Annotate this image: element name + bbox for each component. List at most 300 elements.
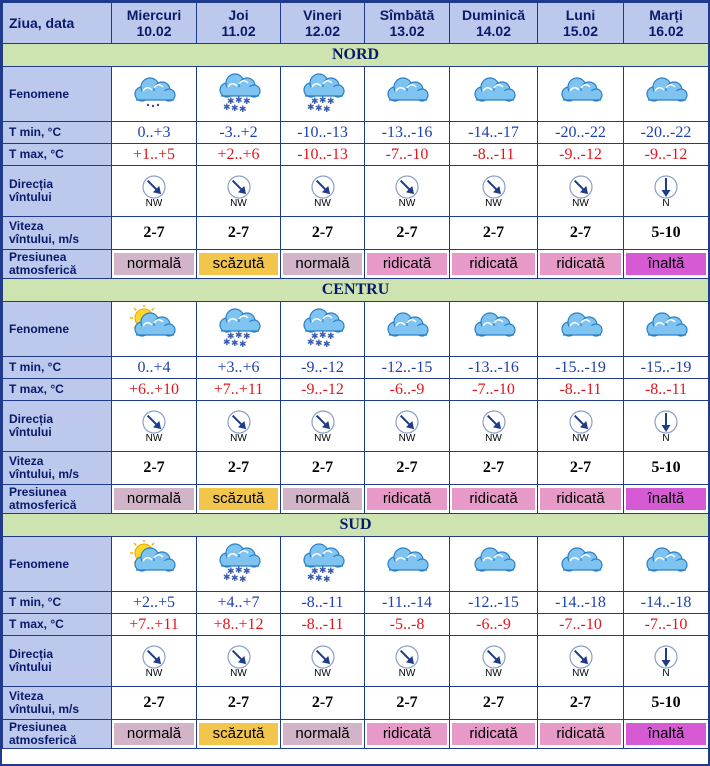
- wind-speed-value: 2-7: [281, 452, 365, 485]
- svg-text:✱: ✱: [226, 97, 235, 107]
- svg-text:✱: ✱: [306, 573, 315, 583]
- wind-speed-value: 2-7: [197, 687, 281, 720]
- region-title: CENTRU: [3, 279, 709, 302]
- row-label-tmin: T min, °C: [3, 122, 112, 144]
- label-line: atmosferică: [9, 498, 77, 512]
- pressure-badge: scăzută: [199, 488, 278, 510]
- wind-speed-row: [3, 217, 709, 250]
- cloud-icon: [624, 67, 709, 122]
- row-label-fenomene: Fenomene: [3, 302, 112, 357]
- day-name: Luni: [565, 7, 596, 23]
- svg-text:✱: ✱: [310, 567, 319, 577]
- fenomene-row: [3, 67, 709, 122]
- row-label-wind-dir: [3, 166, 112, 217]
- row-label-fenomene: Fenomene: [3, 537, 112, 592]
- pressure-badge: normală: [114, 723, 194, 745]
- tmax-value: +8..+12: [197, 614, 281, 636]
- wind-speed-value: 2-7: [112, 452, 197, 485]
- wind-speed-value: 2-7: [450, 687, 538, 720]
- row-label-wind-dir: [3, 636, 112, 687]
- day-date: 15.02: [562, 23, 599, 39]
- wind-speed-value: 2-7: [538, 217, 624, 250]
- wind-direction: [450, 636, 538, 687]
- region-row: [3, 514, 709, 537]
- wind-direction: [197, 166, 281, 217]
- wind-speed-value: 2-7: [197, 452, 281, 485]
- pressure-badge: normală: [283, 723, 362, 745]
- wind-direction: [281, 636, 365, 687]
- compass-arrow-icon: [310, 174, 336, 200]
- row-label-tmax: T max, °C: [3, 144, 112, 166]
- tmax-value: -6..-9: [450, 614, 538, 636]
- pressure-badge: înaltă: [626, 253, 706, 275]
- sun-cloud-icon: [112, 537, 197, 592]
- day-name: Miercuri: [126, 7, 182, 23]
- tmax-value: -9..-12: [624, 144, 709, 166]
- svg-text:✱: ✱: [230, 339, 239, 349]
- pressure-cell: [450, 250, 538, 279]
- compass-arrow-icon: [394, 174, 420, 200]
- wind-speed-value: 2-7: [538, 687, 624, 720]
- cloud-icon: [365, 537, 450, 592]
- compass-arrow-icon: [310, 409, 336, 435]
- day-header: [624, 3, 709, 44]
- tmax-value: -5..-8: [365, 614, 450, 636]
- svg-text:✱: ✱: [226, 567, 235, 577]
- svg-text:✱: ✱: [306, 103, 315, 113]
- compass-arrow-icon: [481, 174, 507, 200]
- svg-text:✱: ✱: [222, 103, 231, 113]
- label-line: Direcția: [9, 647, 54, 661]
- tmax-value: -7..-10: [450, 379, 538, 401]
- region-title: NORD: [3, 44, 709, 67]
- wind-direction-label: NW: [485, 432, 502, 444]
- pressure-cell: [197, 485, 281, 514]
- svg-text:✱: ✱: [318, 331, 327, 341]
- tmin-value: 0..+3: [112, 122, 197, 144]
- tmax-value: -8..-11: [450, 144, 538, 166]
- tmax-value: +7..+11: [112, 614, 197, 636]
- header-label: Ziua, data: [3, 3, 112, 44]
- compass-arrow-icon: [568, 409, 594, 435]
- svg-text:✱: ✱: [230, 574, 239, 584]
- wind-direction: [197, 401, 281, 452]
- tmin-value: -14..-18: [538, 592, 624, 614]
- wind-speed-row: [3, 452, 709, 485]
- tmax-row: [3, 379, 709, 401]
- tmax-row: [3, 614, 709, 636]
- wind-speed-value: 2-7: [365, 452, 450, 485]
- cloud-snow-icon: [281, 67, 365, 122]
- svg-text:✱: ✱: [306, 338, 315, 348]
- wind-direction-label: NW: [572, 667, 589, 679]
- wind-speed-value: 2-7: [281, 687, 365, 720]
- wind-direction-label: NW: [145, 432, 163, 444]
- pressure-badge: ridicată: [452, 723, 535, 745]
- label-line: Viteza: [9, 454, 44, 468]
- svg-text:✱: ✱: [234, 96, 243, 106]
- wind-direction: [365, 166, 450, 217]
- pressure-cell: [281, 485, 365, 514]
- pressure-cell: [281, 720, 365, 749]
- row-label-fenomene: Fenomene: [3, 67, 112, 122]
- pressure-cell: [365, 250, 450, 279]
- wind-speed-value: 2-7: [450, 217, 538, 250]
- cloud-snow-icon: [197, 302, 281, 357]
- row-label-tmin: T min, °C: [3, 592, 112, 614]
- fenomene-row: [3, 537, 709, 592]
- day-date: 10.02: [136, 23, 172, 39]
- day-date: 12.02: [304, 23, 341, 39]
- pressure-badge: ridicată: [540, 253, 621, 275]
- tmax-value: -8..-11: [624, 379, 709, 401]
- pressure-cell: [365, 485, 450, 514]
- row-label-wind-speed: [3, 687, 112, 720]
- wind-direction: [112, 636, 197, 687]
- tmax-value: -7..-10: [365, 144, 450, 166]
- wind-speed-value: 2-7: [281, 217, 365, 250]
- label-line: Presiunea: [9, 485, 67, 499]
- pressure-cell: [281, 250, 365, 279]
- svg-text:✱: ✱: [226, 332, 235, 342]
- wind-dir-row: [3, 401, 709, 452]
- label-line: atmosferică: [9, 733, 77, 747]
- pressure-badge: ridicată: [367, 488, 447, 510]
- tmin-value: -8..-11: [281, 592, 365, 614]
- region-row: [3, 44, 709, 67]
- cloud-icon: [450, 302, 538, 357]
- wind-direction-label: NW: [230, 432, 247, 444]
- compass-arrow-icon: [310, 644, 336, 670]
- wind-direction-label: NW: [314, 667, 331, 679]
- cloud-icon: [365, 67, 450, 122]
- pressure-cell: [197, 250, 281, 279]
- cloud-icon: [624, 302, 709, 357]
- tmax-value: -6..-9: [365, 379, 450, 401]
- pressure-cell: [624, 250, 709, 279]
- pressure-badge: ridicată: [367, 723, 447, 745]
- svg-text:✱: ✱: [242, 567, 251, 577]
- compass-arrow-icon: [653, 644, 679, 670]
- day-name: Duminică: [461, 7, 525, 23]
- pressure-badge: înaltă: [626, 488, 706, 510]
- pressure-badge: înaltă: [626, 723, 706, 745]
- cloud-icon: [624, 537, 709, 592]
- svg-text:✱: ✱: [314, 104, 323, 114]
- tmax-value: -8..-11: [538, 379, 624, 401]
- tmax-value: +2..+6: [197, 144, 281, 166]
- cloud-snow-icon: [281, 537, 365, 592]
- svg-text:✱: ✱: [326, 332, 335, 342]
- compass-arrow-icon: [481, 644, 507, 670]
- compass-arrow-icon: [141, 174, 167, 200]
- pressure-badge: normală: [283, 488, 362, 510]
- day-header: [197, 3, 281, 44]
- compass-arrow-icon: [481, 409, 507, 435]
- wind-direction-label: NW: [145, 197, 163, 209]
- tmax-value: +1..+5: [112, 144, 197, 166]
- row-label-pressure: [3, 485, 112, 514]
- tmin-value: -3..+2: [197, 122, 281, 144]
- tmin-value: -14..-17: [450, 122, 538, 144]
- wind-direction: [197, 636, 281, 687]
- tmax-value: -8..-11: [281, 614, 365, 636]
- pressure-cell: [538, 250, 624, 279]
- tmin-value: -14..-18: [624, 592, 709, 614]
- wind-direction-label: NW: [398, 667, 416, 679]
- svg-text:✱: ✱: [222, 338, 231, 348]
- label-line: vîntului, m/s: [9, 232, 80, 246]
- header-row: [3, 3, 709, 44]
- wind-direction: [281, 166, 365, 217]
- region-row: [3, 279, 709, 302]
- svg-text:✱: ✱: [322, 105, 331, 115]
- tmax-value: +6..+10: [112, 379, 197, 401]
- wind-direction: [450, 401, 538, 452]
- row-label-tmax: T max, °C: [3, 614, 112, 636]
- wind-direction: [624, 166, 709, 217]
- pressure-badge: ridicată: [452, 253, 535, 275]
- label-line: Direcția: [9, 412, 54, 426]
- wind-speed-value: 2-7: [112, 217, 197, 250]
- wind-direction-label: NW: [572, 197, 589, 209]
- pressure-badge: normală: [114, 253, 194, 275]
- day-header: [281, 3, 365, 44]
- svg-text:✱: ✱: [238, 340, 247, 350]
- wind-dir-row: [3, 166, 709, 217]
- svg-text:✱: ✱: [318, 96, 327, 106]
- svg-text:✱: ✱: [318, 566, 327, 576]
- pressure-badge: ridicată: [540, 488, 621, 510]
- wind-direction: [112, 166, 197, 217]
- label-line: Presiunea: [9, 720, 67, 734]
- wind-direction-label: N: [662, 667, 670, 679]
- tmin-value: -15..-19: [538, 357, 624, 379]
- compass-arrow-icon: [394, 409, 420, 435]
- compass-arrow-icon: [653, 174, 679, 200]
- row-label-pressure: [3, 250, 112, 279]
- wind-direction: [365, 401, 450, 452]
- pressure-cell: [365, 720, 450, 749]
- compass-arrow-icon: [141, 409, 167, 435]
- tmax-value: -7..-10: [538, 614, 624, 636]
- pressure-cell: [112, 250, 197, 279]
- wind-direction-label: NW: [314, 197, 331, 209]
- day-name: Joi: [228, 7, 249, 23]
- label-line: Direcția: [9, 177, 54, 191]
- wind-speed-value: 2-7: [538, 452, 624, 485]
- cloud-snow-icon: [197, 537, 281, 592]
- tmin-value: -10..-13: [281, 122, 365, 144]
- tmin-value: +4..+7: [197, 592, 281, 614]
- pressure-badge: normală: [283, 253, 362, 275]
- wind-direction-label: NW: [398, 197, 416, 209]
- wind-direction-label: NW: [314, 432, 331, 444]
- svg-text:✱: ✱: [234, 331, 243, 341]
- wind-direction: [365, 636, 450, 687]
- wind-speed-value: 2-7: [112, 687, 197, 720]
- compass-arrow-icon: [226, 174, 252, 200]
- wind-direction-label: NW: [485, 667, 502, 679]
- wind-direction: [538, 166, 624, 217]
- row-label-wind-speed: [3, 217, 112, 250]
- day-date: 13.02: [389, 23, 425, 39]
- svg-text:✱: ✱: [322, 340, 331, 350]
- row-label-tmax: T max, °C: [3, 379, 112, 401]
- wind-speed-value: 5-10: [624, 217, 709, 250]
- cloud-icon: [538, 302, 624, 357]
- day-name: Vineri: [303, 7, 342, 23]
- tmin-value: -13..-16: [365, 122, 450, 144]
- tmax-value: -9..-12: [538, 144, 624, 166]
- compass-arrow-icon: [653, 409, 679, 435]
- day-header: [538, 3, 624, 44]
- wind-direction-label: NW: [230, 197, 247, 209]
- cloud-light-snow-icon: [112, 67, 197, 122]
- tmin-value: -20..-22: [624, 122, 709, 144]
- pressure-row: [3, 250, 709, 279]
- label-line: vîntului: [9, 425, 52, 439]
- wind-dir-row: [3, 636, 709, 687]
- day-date: 14.02: [475, 23, 512, 39]
- row-label-tmin: T min, °C: [3, 357, 112, 379]
- row-label-pressure: [3, 720, 112, 749]
- compass-arrow-icon: [226, 409, 252, 435]
- svg-text:✱: ✱: [314, 339, 323, 349]
- label-line: Viteza: [9, 689, 44, 703]
- wind-speed-value: 5-10: [624, 452, 709, 485]
- region-title: SUD: [3, 514, 709, 537]
- tmin-value: +2..+5: [112, 592, 197, 614]
- pressure-cell: [112, 720, 197, 749]
- wind-direction-label: NW: [572, 432, 589, 444]
- day-header: [112, 3, 197, 44]
- day-header: [365, 3, 450, 44]
- tmax-value: -7..-10: [624, 614, 709, 636]
- compass-arrow-icon: [568, 644, 594, 670]
- pressure-cell: [112, 485, 197, 514]
- tmin-value: -13..-16: [450, 357, 538, 379]
- cloud-icon: [538, 537, 624, 592]
- pressure-cell: [624, 485, 709, 514]
- svg-text:✱: ✱: [310, 97, 319, 107]
- day-name: Marți: [649, 7, 683, 23]
- label-line: vîntului, m/s: [9, 702, 80, 716]
- label-line: vîntului, m/s: [9, 467, 80, 481]
- pressure-badge: ridicată: [367, 253, 447, 275]
- day-date: 11.02: [221, 23, 256, 39]
- wind-speed-value: 2-7: [365, 217, 450, 250]
- pressure-badge: ridicată: [540, 723, 621, 745]
- cloud-icon: [450, 537, 538, 592]
- tmin-row: [3, 592, 709, 614]
- tmax-row: [3, 144, 709, 166]
- tmin-value: -11..-14: [365, 592, 450, 614]
- pressure-badge: normală: [114, 488, 194, 510]
- tmax-value: -10..-13: [281, 144, 365, 166]
- wind-direction-label: N: [662, 432, 670, 444]
- pressure-cell: [450, 720, 538, 749]
- label-line: vîntului: [9, 660, 52, 674]
- svg-text:✱: ✱: [230, 104, 239, 114]
- pressure-cell: [197, 720, 281, 749]
- svg-text:✱: ✱: [326, 97, 335, 107]
- wind-speed-value: 5-10: [624, 687, 709, 720]
- svg-text:✱: ✱: [238, 105, 247, 115]
- wind-direction-label: N: [662, 197, 670, 209]
- wind-direction-label: NW: [398, 432, 416, 444]
- wind-direction: [538, 401, 624, 452]
- label-line: atmosferică: [9, 263, 77, 277]
- tmin-row: [3, 357, 709, 379]
- svg-text:✱: ✱: [326, 567, 335, 577]
- day-name: Sîmbătă: [379, 7, 435, 23]
- fenomene-row: [3, 302, 709, 357]
- pressure-cell: [624, 720, 709, 749]
- compass-arrow-icon: [226, 644, 252, 670]
- wind-direction-label: NW: [230, 667, 247, 679]
- svg-text:✱: ✱: [238, 575, 247, 585]
- svg-text:✱: ✱: [234, 566, 243, 576]
- tmin-row: [3, 122, 709, 144]
- wind-speed-row: [3, 687, 709, 720]
- pressure-cell: [538, 485, 624, 514]
- cloud-icon: [365, 302, 450, 357]
- label-line: Viteza: [9, 219, 44, 233]
- pressure-badge: ridicată: [452, 488, 535, 510]
- row-label-wind-speed: [3, 452, 112, 485]
- wind-direction: [450, 166, 538, 217]
- pressure-cell: [450, 485, 538, 514]
- wind-direction: [624, 636, 709, 687]
- tmin-value: -20..-22: [538, 122, 624, 144]
- svg-text:✱: ✱: [322, 575, 331, 585]
- pressure-badge: scăzută: [199, 723, 278, 745]
- cloud-icon: [538, 67, 624, 122]
- wind-speed-value: 2-7: [450, 452, 538, 485]
- wind-speed-value: 2-7: [365, 687, 450, 720]
- wind-direction-label: NW: [145, 667, 163, 679]
- label-line: vîntului: [9, 190, 52, 204]
- svg-text:✱: ✱: [242, 332, 251, 342]
- pressure-row: [3, 720, 709, 749]
- tmax-value: +7..+11: [197, 379, 281, 401]
- tmin-value: -9..-12: [281, 357, 365, 379]
- compass-arrow-icon: [568, 174, 594, 200]
- forecast-table: [2, 2, 709, 749]
- wind-direction: [112, 401, 197, 452]
- svg-text:✱: ✱: [222, 573, 231, 583]
- label-line: Presiunea: [9, 250, 67, 264]
- day-date: 16.02: [648, 23, 684, 39]
- cloud-snow-icon: [281, 302, 365, 357]
- tmin-value: -12..-15: [365, 357, 450, 379]
- compass-arrow-icon: [141, 644, 167, 670]
- wind-direction: [281, 401, 365, 452]
- row-label-wind-dir: [3, 401, 112, 452]
- svg-text:✱: ✱: [314, 574, 323, 584]
- tmin-value: -12..-15: [450, 592, 538, 614]
- tmin-value: +3..+6: [197, 357, 281, 379]
- pressure-row: [3, 485, 709, 514]
- tmin-value: 0..+4: [112, 357, 197, 379]
- svg-text:✱: ✱: [310, 332, 319, 342]
- svg-text:✱: ✱: [242, 97, 251, 107]
- pressure-cell: [538, 720, 624, 749]
- wind-direction: [538, 636, 624, 687]
- wind-direction: [624, 401, 709, 452]
- tmax-value: -9..-12: [281, 379, 365, 401]
